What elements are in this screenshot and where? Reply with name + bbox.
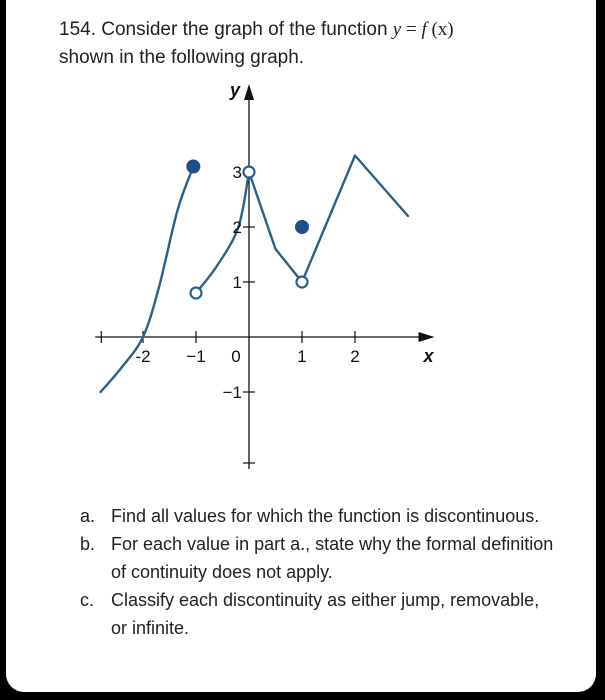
axes — [95, 84, 434, 469]
math-equals: = — [401, 19, 422, 40]
math-f: f — [421, 19, 427, 40]
isolated-closed-point — [295, 220, 309, 234]
x-axis-arrow — [419, 332, 435, 342]
question-marker: c. — [80, 590, 95, 610]
question-marker: a. — [80, 506, 96, 526]
problem-text-after: shown in the following graph. — [59, 47, 305, 68]
question-marker: b. — [80, 534, 96, 554]
x-tick-label: -2 — [135, 347, 151, 366]
origin-label: 0 — [231, 347, 241, 366]
y-axis-arrow — [244, 84, 254, 100]
question-text: Find all values for which the function is discontinuous. — [111, 506, 540, 526]
series-right-piece — [302, 156, 408, 283]
x-tick-label: 2 — [350, 347, 360, 366]
x-axis-label: x — [423, 346, 434, 366]
question-text: Classify each discontinuity as either jump, removable, or infinite. — [111, 590, 540, 638]
question-text: For each value in part a., state why the formal definition of continuity does not apply. — [111, 534, 554, 582]
question-c — [80, 586, 560, 642]
closed-point — [186, 160, 200, 174]
y-tick-label: 1 — [232, 273, 242, 292]
open-point — [244, 167, 255, 178]
y-tick-label: 3 — [232, 163, 242, 182]
math-arg: (x) — [426, 19, 454, 40]
question-list — [80, 502, 560, 642]
series-dip-piece — [249, 172, 302, 282]
problem-text-before: Consider the graph of the function — [101, 19, 388, 40]
x-tick-label: −1 — [186, 347, 206, 366]
problem-number: 154. — [59, 19, 96, 40]
y-axis-label: y — [229, 80, 241, 100]
question-a — [80, 502, 560, 530]
math-y: y — [392, 19, 402, 40]
open-point — [191, 288, 202, 299]
open-point — [297, 277, 308, 288]
question-b — [80, 530, 560, 586]
labels — [135, 80, 434, 402]
y-tick-label: 2 — [232, 218, 242, 237]
x-tick-label: 1 — [297, 347, 307, 366]
y-tick-label: −1 — [222, 383, 242, 402]
